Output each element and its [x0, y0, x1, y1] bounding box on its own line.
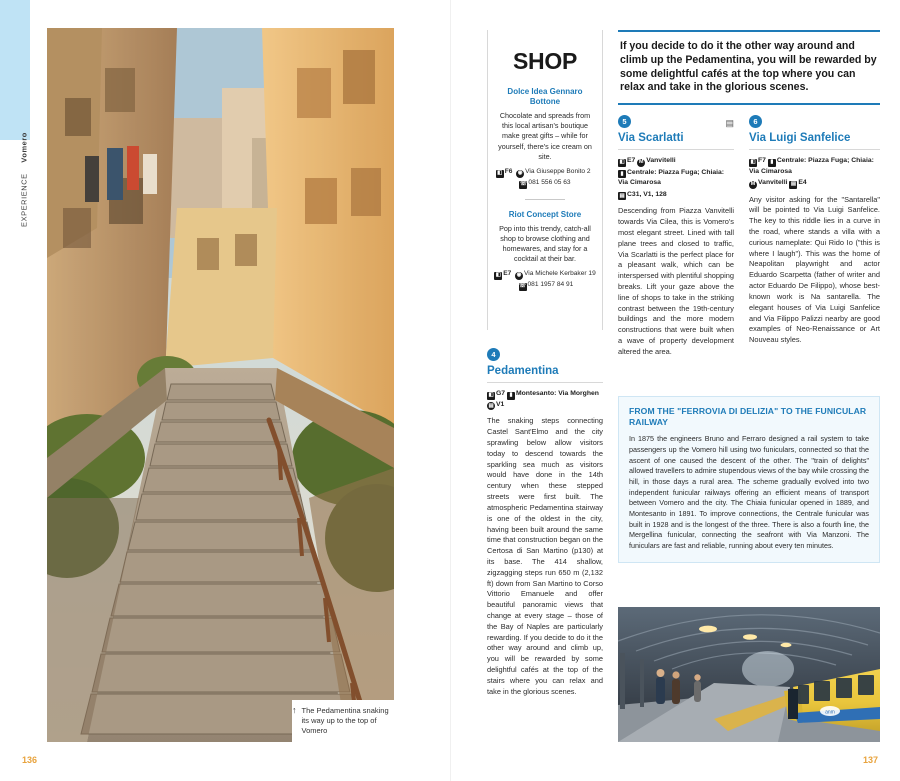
- photo-caption-text: The Pedamentina snaking its way up to the top of Vomero: [301, 706, 389, 736]
- shop-entry: [494, 87, 596, 189]
- shop-entry-meta: [494, 167, 596, 188]
- entry-number-badge: 6: [749, 115, 762, 128]
- shop-entry-body: Pop into this trendy, catch-all shop to browse clothing and homewares, and stay for a cocktail at their bar.: [499, 223, 591, 264]
- entry-pedamentina: [487, 348, 603, 698]
- entry-title: Via Scarlatti: [618, 132, 684, 144]
- shop-entry: [494, 210, 596, 291]
- location-icon: ◉: [517, 170, 523, 177]
- entry-body: The snaking steps connecting Castel Sant'Elmo and the city sprawling below allow visitors today to descend towards the sparkling sea much as visitors would have done in the 14th century when these stepped streets were first built. The atmospheric Pedamentina stairway is one of the oldest in the city, having been built around the same time that construction began on the Certosa di San Martino (p130) at its base. The 414 shallow, zigzagging steps run 650 m (2,132 ft) down from San Martino to Corso Vittorio Emanuele and offer beautiful panoramic views that change at every stage – those of the Bay of Naples are particularly rewarding. If you decide to do it the other way around and climb up, you will be rewarded by some delightful cafés at the top of the stairs where you can relax and take in the glorious scenes.: [487, 416, 603, 696]
- entry-rule: [618, 149, 734, 150]
- shop-entry-name: Riot Concept Store: [508, 209, 582, 219]
- feature-box-funicular: [618, 396, 880, 563]
- feature-title: FROM THE "FERROVIA DI DELIZIA" TO THE FUNICULAR RAILWAY: [629, 406, 867, 428]
- entry-meta-line: ◧ E7 M Vanvitelli: [619, 157, 676, 165]
- page-number-right: 137: [862, 755, 878, 765]
- feature-photo-funicular: [618, 607, 880, 742]
- metro-icon: M: [750, 180, 756, 187]
- shop-map-ref: F6: [504, 168, 513, 176]
- location-icon: ◉: [516, 272, 522, 279]
- shop-entry-body: Chocolate and spreads from this local artisan's boutique make great gifts – while for yourself, there's ice cream on site.: [498, 111, 592, 161]
- funicular-icon: ▮: [768, 159, 776, 167]
- page-number-left: 136: [22, 755, 38, 765]
- section-label-experience: EXPERIENCE: [19, 173, 29, 227]
- shop-map-ref: E7: [503, 270, 512, 278]
- bookmark-icon[interactable]: ▤: [725, 118, 734, 128]
- arrow-up-icon: ↑: [292, 705, 297, 715]
- bus-icon: ▤: [619, 192, 625, 199]
- map-pin-icon: ◧: [497, 170, 503, 177]
- funicular-icon: ▮: [507, 392, 515, 400]
- shop-entry-name: Dolce Idea Gennaro Bottone: [507, 87, 583, 106]
- bus-icon: ▤: [790, 180, 796, 187]
- entry-meta-line: ◧ F7 ▮ Centrale: Piazza Fuga; Chiaia: Via Cimarosa: [749, 157, 874, 175]
- phone-icon: ☏: [519, 283, 526, 290]
- entry-via-luigi-sanfelice: [749, 115, 880, 346]
- map-pin-icon: ◧: [619, 159, 625, 165]
- entry-rule: [749, 149, 880, 150]
- entry-meta-line: ◧ G7 ▮ Montesanto: Via Morghen ▤ V1: [488, 390, 599, 409]
- entry-meta-line: M Vanvitelli ▤ E4: [750, 178, 807, 187]
- pull-quote: If you decide to do it the other way around and climb up the Pedamentina, you will be rewarded by some delightful cafés at the top where you can relax and take in the glorious scenes.: [618, 30, 880, 105]
- shop-entry-meta: [494, 269, 596, 290]
- entry-title: Pedamentina: [487, 365, 559, 377]
- page-gutter: [450, 0, 451, 781]
- feature-body: In 1875 the engineers Bruno and Ferraro designed a rail system to take passengers up the Vomero hill using two funiculars, connected so that the ascent of one caused the descent of the other. The "train of delights" allowed travellers to admire stupendous views of the bay while crossing the hill, in those days a rural area. The scheme gradually evolved into two independent funicular railways offering an efficient means of transport between Vomero and the city. The Chiaia funicular opened in 1889, and Montesanto in 1891. To improve connections, the Centrale funicular was built in 1928 and is the longest of the three. There is also a fourth line, the Mergellina funicular, connecting the seafront with Via Manzoni. The funiculars are fast and reliable, running about every ten minutes.: [629, 434, 869, 550]
- entry-meta-line: ▮ Centrale: Piazza Fuga; Chiaia: Via Cimarosa: [618, 168, 725, 187]
- phone-icon: ☏: [520, 180, 527, 187]
- section-label-area: Vomero: [19, 132, 29, 163]
- svg-text:anm: anm: [825, 709, 835, 716]
- section-label: [20, 120, 29, 240]
- metro-icon: M: [638, 159, 644, 165]
- shop-phone: 081 1957 84 91: [527, 281, 574, 289]
- entry-title: Via Luigi Sanfelice: [749, 132, 851, 144]
- entry-meta-line: ▤ C31, V1, 128: [619, 190, 667, 199]
- entry-number-badge: 5: [618, 115, 631, 128]
- map-pin-icon: ◧: [495, 272, 501, 279]
- shop-divider: [525, 199, 565, 200]
- bus-icon: ▤: [488, 402, 494, 409]
- photo-caption: [292, 700, 397, 742]
- shop-address: Via Giuseppe Bonito 2: [525, 168, 591, 176]
- shop-panel: [487, 30, 603, 330]
- entry-body: Descending from Piazza Vanvitelli towards Via Cilea, this is Vomero's most elegant street. Lined with tall plane trees and closed to traffic, Via Scarlatti is the perfect place for a pleasant walk, which can be interspersed with plentiful shopping breaks. Lift your gaze above the line of shops to take in the striking contrast between the 19th-century buildings and the more modern constructions that were built when a wave of property development altered the area.: [618, 206, 734, 356]
- hero-photo-pedamentina: [47, 28, 394, 742]
- entry-number-badge: 4: [487, 348, 500, 361]
- shop-heading: SHOP: [513, 48, 577, 74]
- map-pin-icon: ◧: [488, 392, 494, 398]
- shop-phone: 081 556 05 63: [528, 178, 571, 186]
- entry-body: Any visitor asking for the "Santarella" will be pointed to Via Luigi Sanfelice. The key to this riddle lies in a curve in the road, where stands a villa with a curious nameplate: Qui Rido Io ("this is where I laugh"). This was the home of Neapolitan playwright and actor Eduardo Scarpetta (father of writer and actor Eduardo De Filippo), whose best-known work is Na santarella. The elegant houses of Via Luigi Sanfelice and Via Filippo Palizzi nearby are good examples of Neo-Renaissance or Art Nouveau styles.: [749, 194, 880, 345]
- map-pin-icon: ◧: [750, 159, 756, 165]
- entry-rule: [487, 382, 603, 383]
- entry-via-scarlatti: [618, 115, 734, 358]
- funicular-icon: ▮: [618, 170, 626, 178]
- shop-address: Via Michele Kerbaker 19: [524, 270, 596, 278]
